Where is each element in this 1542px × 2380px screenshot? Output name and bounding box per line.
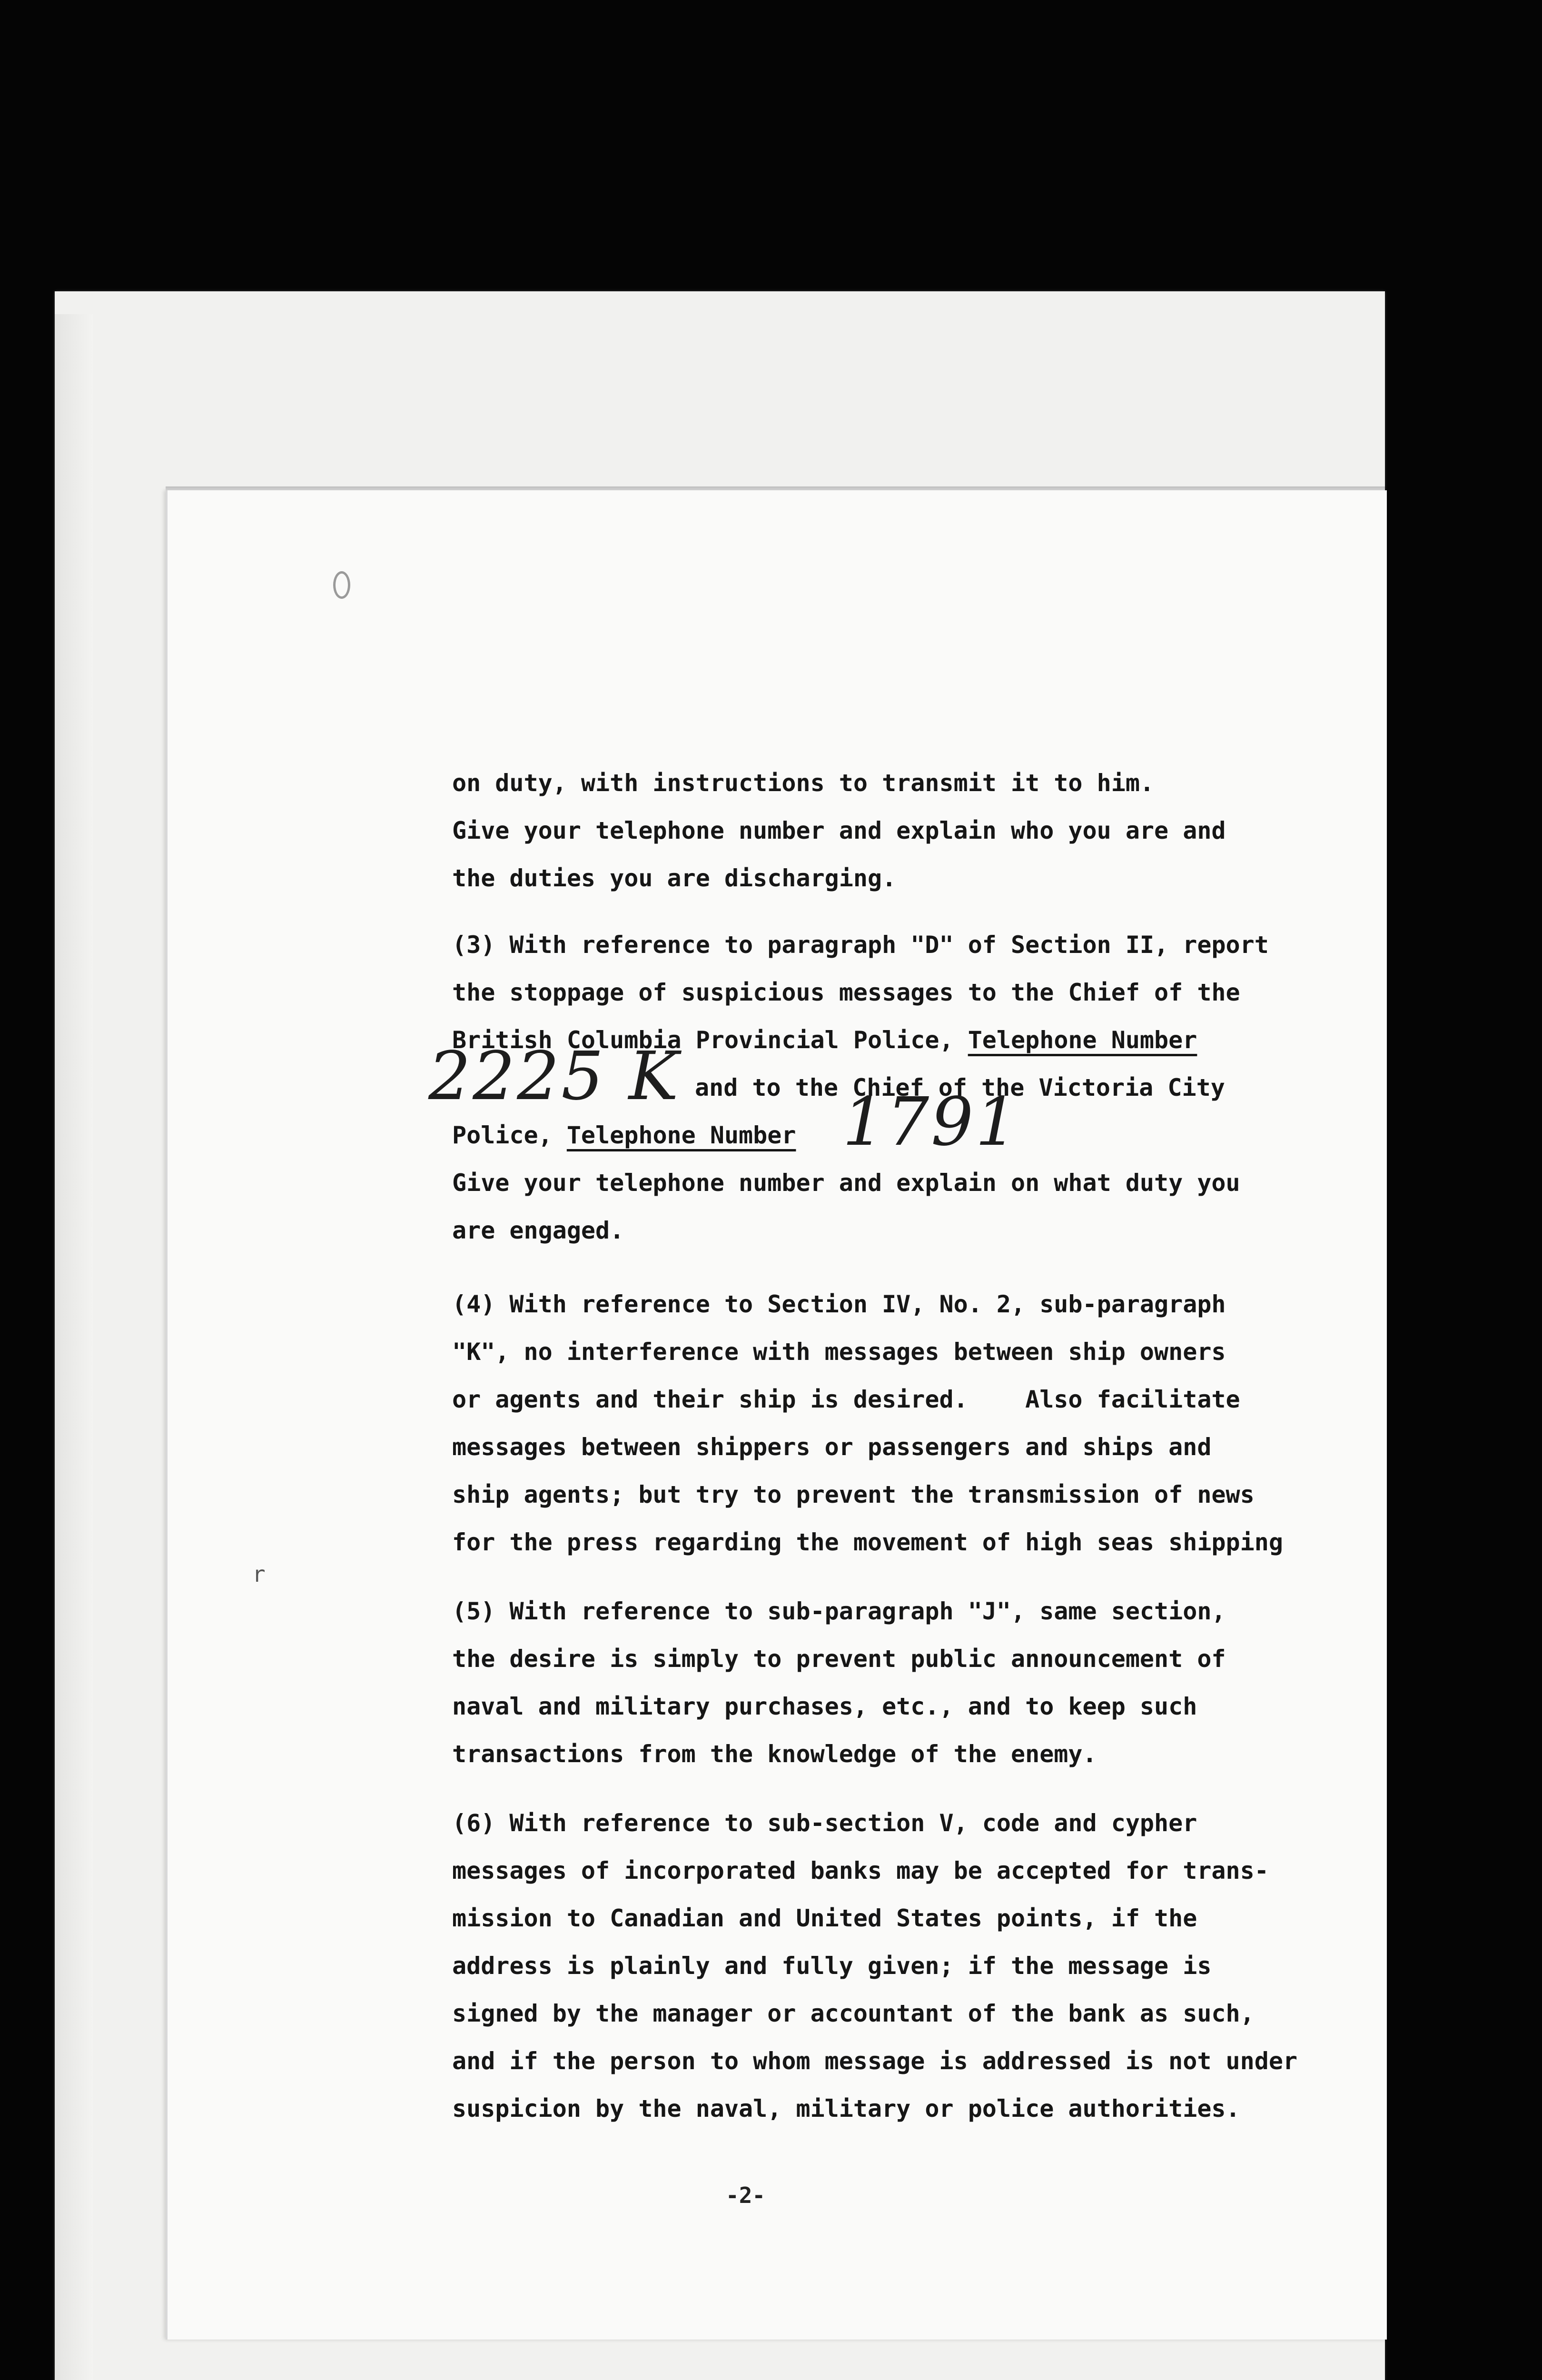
- text-line: the desire is simply to prevent public announcement of: [452, 1645, 1226, 1673]
- text-line: the stoppage of suspicious messages to the Chief of the: [452, 979, 1240, 1006]
- text-line: (4) With reference to Section IV, No. 2, sub-paragraph: [452, 1290, 1226, 1318]
- intro-paragraph: [452, 759, 1333, 902]
- margin-mark: r: [252, 1561, 266, 1587]
- text-line: naval and military purchases, etc., and to keep such: [452, 1693, 1197, 1720]
- text-line: and if the person to whom message is addressed is not under: [452, 2047, 1298, 2075]
- text-line: Give your telephone number and explain on what duty you: [452, 1169, 1240, 1197]
- underlined-telephone-label: Telephone Number: [968, 1026, 1197, 1054]
- text-line: or agents and their ship is desired. Also facilitate: [452, 1386, 1240, 1413]
- paragraph-4: [452, 1280, 1333, 1566]
- handwritten-telephone-number: 1791: [842, 1083, 1020, 1161]
- underlined-telephone-label: Telephone Number: [566, 1121, 796, 1149]
- text-line: signed by the manager or accountant of the bank as such,: [452, 2000, 1255, 2027]
- text-line: the duties you are discharging.: [452, 864, 897, 892]
- text-line: "K", no interference with messages between ship owners: [452, 1338, 1226, 1366]
- text-line: are engaged.: [452, 1217, 624, 1244]
- paragraph-3: [428, 921, 1333, 1254]
- text-line: (6) With reference to sub-section V, code and cypher: [452, 1809, 1197, 1837]
- text-line: ship agents; but try to prevent the transmission of news: [452, 1481, 1255, 1508]
- text-line: (5) With reference to sub-paragraph "J", same section,: [452, 1597, 1226, 1625]
- text-line: on duty, with instructions to transmit it to him.: [452, 769, 1155, 797]
- text-line: transactions from the knowledge of the enemy.: [452, 1740, 1097, 1768]
- punch-mark: [333, 571, 350, 599]
- text-segment: British Columbia Provincial Police,: [452, 1026, 968, 1054]
- text-line: (3) With reference to paragraph "D" of Section II, report: [452, 931, 1269, 959]
- text-line: mission to Canadian and United States points, if the: [452, 1904, 1197, 1932]
- paragraph-5: [452, 1587, 1333, 1778]
- text-line: for the press regarding the movement of high seas shipping: [452, 1528, 1283, 1556]
- text-segment: and to the Chief of the Victoria City: [695, 1074, 1225, 1101]
- paragraph-6: [452, 1799, 1333, 2132]
- text-line: messages between shippers or passengers and ships and: [452, 1433, 1212, 1461]
- text-segment: Police,: [452, 1121, 567, 1149]
- handwritten-telephone-number: 2225 K: [428, 1038, 681, 1115]
- text-line: address is plainly and fully given; if the message is: [452, 1952, 1212, 1980]
- text-line: Give your telephone number and explain who you are and: [452, 817, 1226, 844]
- page-number: -2-: [726, 2182, 766, 2208]
- back-sheet-edge: [55, 314, 93, 2380]
- text-line: suspicion by the naval, military or police authorities.: [452, 2095, 1240, 2122]
- text-line: messages of incorporated banks may be accepted for trans-: [452, 1857, 1269, 1884]
